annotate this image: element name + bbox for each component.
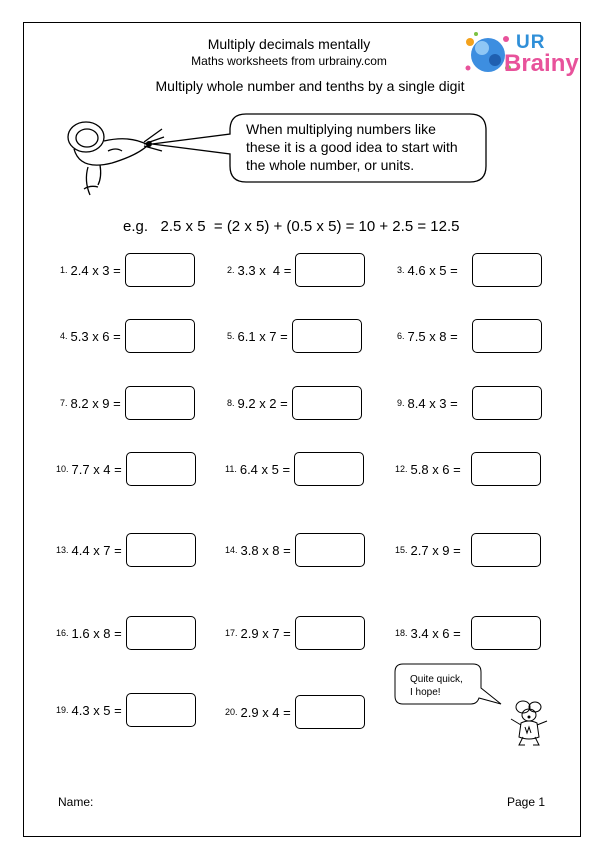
question-number: 6. [397,331,405,341]
question-number: 11. [225,464,237,474]
question-expression: 9.2 x 2 = [237,395,288,411]
question-16 [56,615,196,651]
question-number: 20. [225,707,238,717]
speech-line: the whole number, or units. [246,157,415,173]
logo-text-ur: UR [516,32,546,53]
question-6 [397,318,542,354]
answer-box[interactable] [472,253,542,287]
question-7 [60,385,195,421]
question-number: 5. [227,331,235,341]
question-4 [60,318,195,354]
speech-line: these it is a good idea to start with [246,139,458,155]
question-11 [225,451,364,487]
question-number: 7. [60,398,68,408]
answer-box[interactable] [471,533,541,567]
question-expression: 1.6 x 8 = [71,625,122,641]
answer-box[interactable] [126,452,196,486]
question-number: 18. [395,628,408,638]
question-number: 2. [227,265,235,275]
question-expression: 2.9 x 7 = [240,625,291,641]
question-number: 4. [60,331,68,341]
question-number: 12. [395,464,408,474]
urbrainy-logo [462,30,580,78]
answer-box[interactable] [295,695,365,729]
question-12 [395,451,541,487]
answer-box[interactable] [295,616,365,650]
question-2 [227,252,365,288]
question-number: 15. [395,545,408,555]
question-number: 13. [56,545,69,555]
answer-box[interactable] [126,533,196,567]
answer-box[interactable] [294,452,364,486]
question-expression: 4.4 x 7 = [71,542,122,558]
answer-box[interactable] [295,533,365,567]
question-5 [227,318,362,354]
answer-box[interactable] [125,253,195,287]
question-3 [397,252,542,288]
question-8 [227,385,362,421]
question-expression: 3.4 x 6 = [410,625,461,641]
worksheet-subtitle: Maths worksheets from urbrainy.com [191,54,387,68]
question-number: 1. [60,265,68,275]
question-expression: 6.4 x 5 = [239,461,291,477]
answer-box[interactable] [472,319,542,353]
question-expression: 6.1 x 7 = [237,328,288,344]
small-mouse-illustration [505,697,553,749]
page-number: Page 1 [507,795,546,809]
question-number: 17. [225,628,238,638]
question-expression: 4.6 x 5 = [407,262,458,278]
answer-box[interactable] [125,319,195,353]
worksheet-title: Multiply decimals mentally [207,36,371,52]
answer-box[interactable] [471,452,541,486]
logo-text-brainy: Brainy [504,50,579,77]
question-number: 19. [56,705,69,715]
speech-line: When multiplying numbers like [246,121,436,137]
speech-bubble-text [246,120,476,174]
question-1 [60,252,195,288]
question-number: 14. [225,545,238,555]
question-13 [56,532,196,568]
name-label: Name: [58,795,94,809]
answer-box[interactable] [125,386,195,420]
question-number: 9. [397,398,405,408]
question-expression: 5.8 x 6 = [410,461,461,477]
question-15 [395,532,541,568]
question-number: 16. [56,628,69,638]
question-expression: 5.3 x 6 = [70,328,121,344]
question-expression: 2.4 x 3 = [70,262,121,278]
question-19 [56,692,196,728]
answer-box[interactable] [471,616,541,650]
question-expression: 7.7 x 4 = [71,461,122,477]
question-9 [397,385,542,421]
answer-box[interactable] [472,386,542,420]
answer-box[interactable] [126,616,196,650]
answer-box[interactable] [292,386,362,420]
question-number: 3. [397,265,405,275]
answer-box[interactable] [292,319,362,353]
question-expression: 8.4 x 3 = [407,395,458,411]
question-20 [225,694,365,730]
question-10 [56,451,196,487]
question-expression: 2.7 x 9 = [410,542,461,558]
question-expression: 2.9 x 4 = [240,704,291,720]
question-expression: 8.2 x 9 = [70,395,121,411]
question-expression: 3.8 x 8 = [240,542,291,558]
question-14 [225,532,365,568]
question-expression: 4.3 x 5 = [71,702,122,718]
worksheet-instruction: Multiply whole number and tenths by a single digit [155,78,465,94]
answer-box[interactable] [126,693,196,727]
worked-example: e.g. 2.5 x 5 = (2 x 5) + (0.5 x 5) = 10 + 2.5 = 12.5 [123,218,460,235]
question-number: 8. [227,398,235,408]
question-expression: 7.5 x 8 = [407,328,458,344]
question-number: 10. [56,464,69,474]
small-speech-line: I hope! [410,687,441,698]
question-17 [225,615,365,651]
small-speech-line: Quite quick, [410,674,463,685]
question-expression: 3.3 x 4 = [237,262,292,278]
small-speech-bubble-text [410,673,480,699]
answer-box[interactable] [295,253,365,287]
question-18 [395,615,541,651]
